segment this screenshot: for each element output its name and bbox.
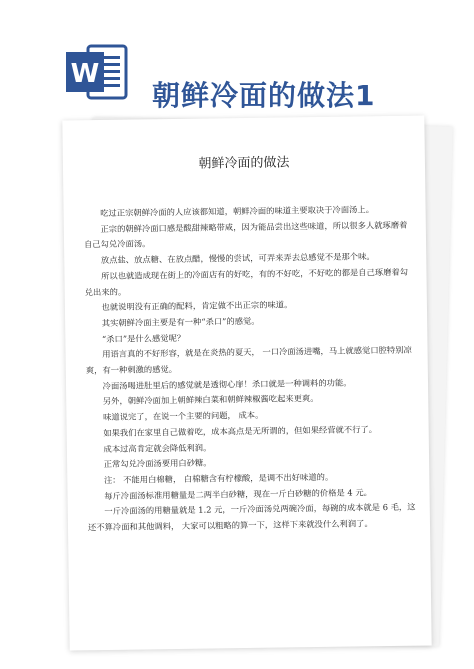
paragraph: 正常勾兑冷面汤要用白砂糖。 [103,457,212,470]
paragraph: 吃过正宗朝鲜冷面的人应该都知道，朝鲜冷面的味道主要取决于冷面汤上。 [100,204,375,219]
logo-letter: W [70,59,100,89]
document-body [84,202,419,536]
paragraph: 放点盐、放点糖、在放点醋，慢慢的尝试，可弄来弄去总感觉不是那个味。 [100,251,375,266]
paragraph: 味道说完了，在说一个主要的问题， 成本。 [102,409,264,423]
page-title: 朝鲜冷面的做法1 [152,79,376,112]
paragraph: 其实朝鲜冷面主要是有一种“杀口”的感觉。 [101,315,260,328]
paragraph: 正宗的朝鲜冷面口感是酸甜辣略带咸，因为能品尝出这些味道，所以很多人就琢磨着自己勾兑冷面汤。 [83,219,408,250]
paragraph: 注： 不能用白棉糖， 白棉糖含有柠檬酸，是调不出好味道的。 [103,471,334,485]
paragraph: 用语言真的不好形容，就是在炎热的夏天， 一口冷面汤进嘴，马上就感觉口腔特别凉爽，有一种刺激的感觉。 [85,345,412,376]
paragraph: “杀口”是什么感觉呢？ [101,332,186,344]
paragraph: 每斤冷面汤标准用糖量是二两半白砂糖，现在一斤白砂糖的价格是 4 元。 [104,486,372,501]
paragraph: 也就说明没有正确的配料，肯定做不出正宗的味道。 [101,299,293,313]
paragraph: 另外，朝鲜冷面加上朝鲜辣白菜和朝鲜辣椒酱吃起来更爽。 [102,393,319,407]
word-document-icon [66,44,128,100]
paragraph: 一斤冷面汤的用糖量就是 1.2 元，一斤冷面汤兑两碗冷面，每碗的成本就是 6 毛，这还不算冷面和其他调料， 大家可以粗略的算一下，这样下来就没什么利润了。 [87,502,416,533]
paragraph: 冷面汤喝进肚里后的感觉就是透彻心扉！杀口就是一种调料的功能。 [102,377,352,391]
paragraph: 成本过高肯定就会降低利润。 [103,442,212,454]
document-page [62,115,431,650]
document-title: 朝鲜冷面的做法 [198,155,290,172]
paragraph: 如果我们在家里自己做着吃，成本高点是无所谓的，但如果经营就不行了。 [103,424,378,438]
page-header [0,0,474,118]
paragraph: 所以也就造成现在街上的冷面店有的好吃，有的不好吃，不好吃的都是自己琢磨着勾兑出来的。 [84,266,409,297]
